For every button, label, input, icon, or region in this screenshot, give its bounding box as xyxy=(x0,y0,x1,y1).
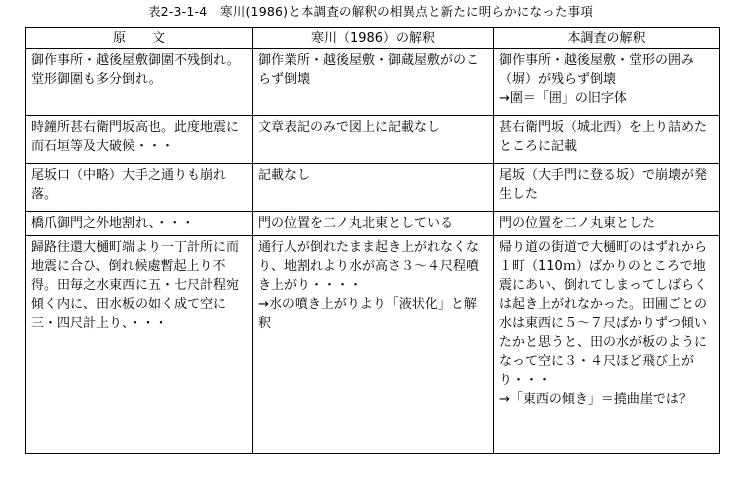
table-row xyxy=(26,49,720,116)
cell-text: 甚右衛門坂（城北西）を上り詰めたところに記載 xyxy=(499,120,708,154)
table-row xyxy=(26,236,720,454)
header-this-study-interpretation: 本調査の解釈 xyxy=(494,28,720,49)
samukawa-cell xyxy=(253,236,494,454)
original-text-cell xyxy=(26,49,253,116)
cell-text: 門の位置を二ノ丸北東としている xyxy=(258,216,454,231)
original-text-cell xyxy=(26,236,253,454)
cell-text: →「東西の傾き」＝撓曲崖では？ xyxy=(499,392,692,407)
this-study-cell xyxy=(494,116,720,164)
cell-text: 時鐘所甚右衛門坂高也。此度地震に而石垣等及大破候・・・ xyxy=(31,120,240,154)
table-row xyxy=(26,164,720,212)
cell-text: 帰り道の街道で大樋町のはずれから１町（110ｍ）ばかりのところで地震にあい、倒れてしまってしばらくは起き上がれなかった。田圃ごとの水は東西に５～７尺ばかりずつ傾いたかと思うと、田の水が板のようになって空に３・４尺ほど飛び上がり・・・ xyxy=(499,240,708,388)
cell-text: 文章表記のみで図上に記載なし xyxy=(258,120,441,135)
cell-text: 通行人が倒れたまま起き上がれなくなり、地割れより水が高さ３～４尺程噴き上がり・・・・ xyxy=(258,240,480,293)
cell-text: 記載なし xyxy=(258,168,311,183)
cell-text: 尾坂（大手門に登る坂）で崩壊が発生した xyxy=(499,168,708,202)
samukawa-cell xyxy=(253,116,494,164)
this-study-cell xyxy=(494,164,720,212)
samukawa-cell xyxy=(253,49,494,116)
this-study-cell xyxy=(494,212,720,236)
table-row xyxy=(26,116,720,164)
samukawa-cell xyxy=(253,164,494,212)
cell-text: 橋爪御門之外地割れ、・・・ xyxy=(31,216,195,231)
table-header-row xyxy=(26,28,720,49)
header-original-text: 原 文 xyxy=(26,28,253,49)
cell-text: 尾坂口（中略）大手之通りも崩れ落。 xyxy=(31,168,227,202)
cell-text: →水の噴き上がりより「液状化」と解釈 xyxy=(258,297,477,331)
cell-text: 御作業所・越後屋敷・御蔵屋敷がのこらず倒壊 xyxy=(258,53,480,87)
original-text-cell xyxy=(26,212,253,236)
original-text-cell xyxy=(26,164,253,212)
cell-text: 門の位置を二ノ丸東とした xyxy=(499,216,656,231)
cell-text: 堂形御圍も多分倒れ。 xyxy=(31,72,162,87)
this-study-cell xyxy=(494,49,720,116)
cell-text: 御作事所・越後屋敷御圍不残倒れ。 xyxy=(31,53,240,68)
table-row xyxy=(26,212,720,236)
cell-text: →圍＝「囲」の旧字体 xyxy=(499,91,627,106)
table-caption: 表2-3-1-4 寒川(1986)と本調査の解釈の相異点と新たに明らかになった事項 xyxy=(147,4,594,19)
samukawa-cell xyxy=(253,212,494,236)
comparison-table xyxy=(25,27,720,454)
cell-text: 歸路往還大樋町端より一丁計所に而地震に合ひ、倒れ候處暫起上り不得。田毎之水東西に五・七尺計程宛傾く内に、田水板の如く成て空に三・四尺計上り、・・・ xyxy=(31,240,240,331)
original-text-cell xyxy=(26,116,253,164)
header-samukawa-interpretation: 寒川（1986）の解釈 xyxy=(253,28,494,49)
cell-text: 御作事所・越後屋敷・堂形の囲み（塀）が残らず倒壊 xyxy=(499,53,695,87)
this-study-cell xyxy=(494,236,720,454)
